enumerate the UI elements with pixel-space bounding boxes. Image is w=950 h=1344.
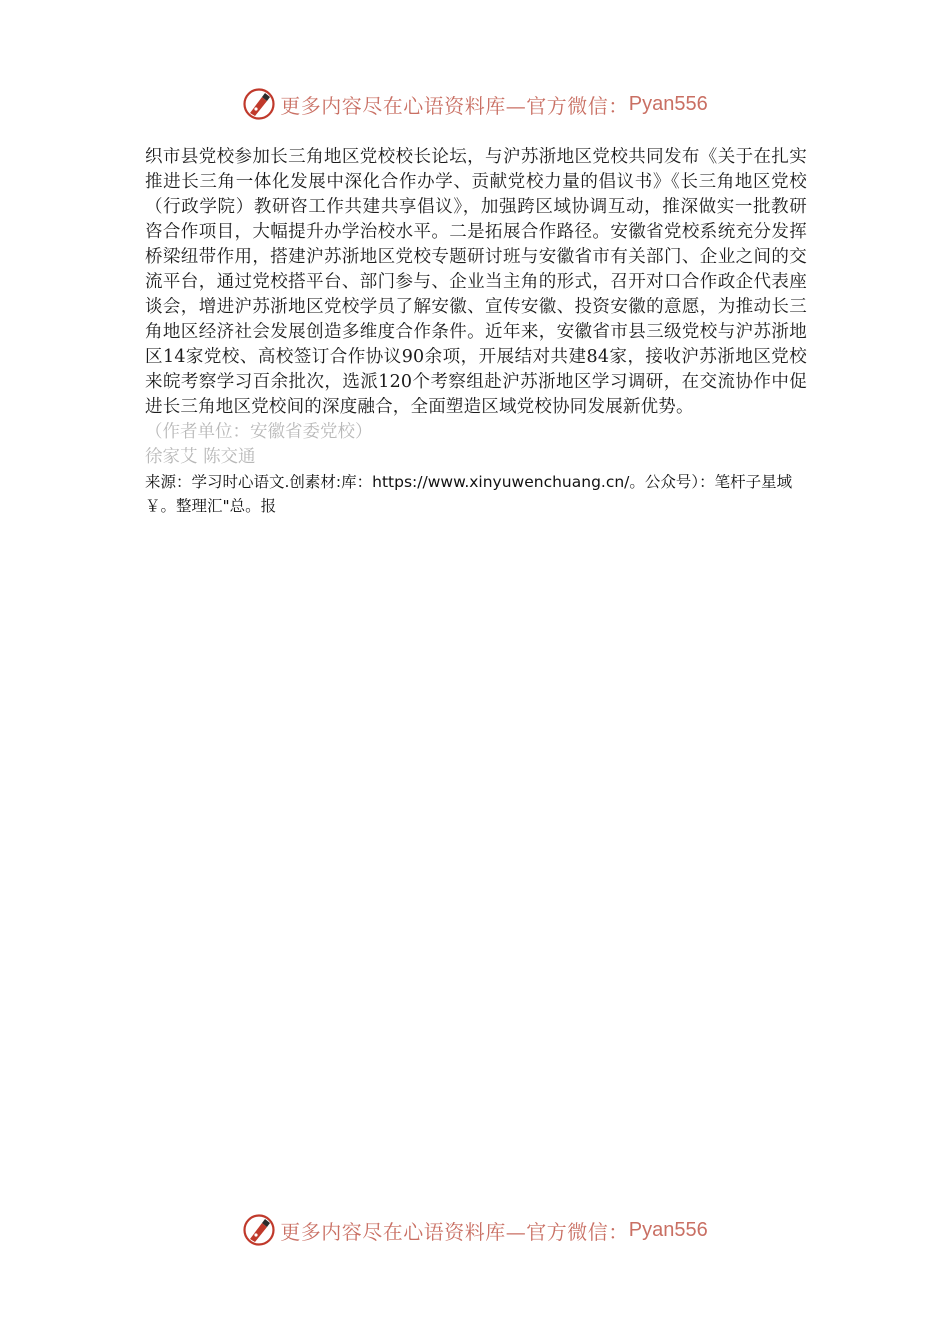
banner-text: 更多内容尽在心语资料库—官方微信：	[280, 1219, 629, 1244]
author-unit: （作者单位：安徽省委党校）	[145, 422, 373, 442]
header-banner	[0, 82, 950, 126]
author-names: 徐家艾 陈交通	[145, 447, 256, 467]
footer-banner	[0, 1208, 950, 1252]
body-paragraph: 织市县党校参加长三角地区党校校长论坛，与沪苏浙地区党校共同发布《关于在扎实推进长三角一体化发展中深化合作办学、贡献党校力量的倡议书》《长三角地区党校（行政学院）教研咨工作共建共享倡议》，加强跨区域协调互动，推深做实一批教研咨合作项目，大幅提升办学治校水平。二是拓展合作路径。安徽省党校系统充分发挥桥梁纽带作用，搭建沪苏浙地区党校专题研讨班与安徽省市有关部门、企业之间的交流平台，通过党校搭平台、部门参与、企业当主角的形式，召开对口合作政企代表座谈会，增进沪苏浙地区党校学员了解安徽、宣传安徽、投资安徽的意愿，为推动长三角地区经济社会发展创造多维度合作条件。近年来，安徽省市县三级党校与沪苏浙地区14家党校、高校签订合作协议90余项，开展结对共建84家，接收沪苏浙地区党校来皖考察学习百余批次，选派120个考察组赴沪苏浙地区学习调研，在交流协作中促进长三角地区党校间的深度融合，全面塑造区域党校协同发展新优势。	[145, 147, 807, 417]
banner-wechat-id: Pyan556	[628, 92, 708, 115]
pen-nib-logo-icon	[242, 1213, 276, 1247]
pen-nib-logo-icon	[242, 87, 276, 121]
source-line: 来源：学习时心语文.创素材:库：https://www.xinyuwenchuang.cn/。公众号）：笔杆子星域￥。整理汇"总。报	[145, 473, 793, 515]
banner-text: 更多内容尽在心语资料库—官方微信：	[280, 93, 629, 118]
article-body	[145, 145, 807, 518]
banner-wechat-id: Pyan556	[628, 1218, 708, 1241]
